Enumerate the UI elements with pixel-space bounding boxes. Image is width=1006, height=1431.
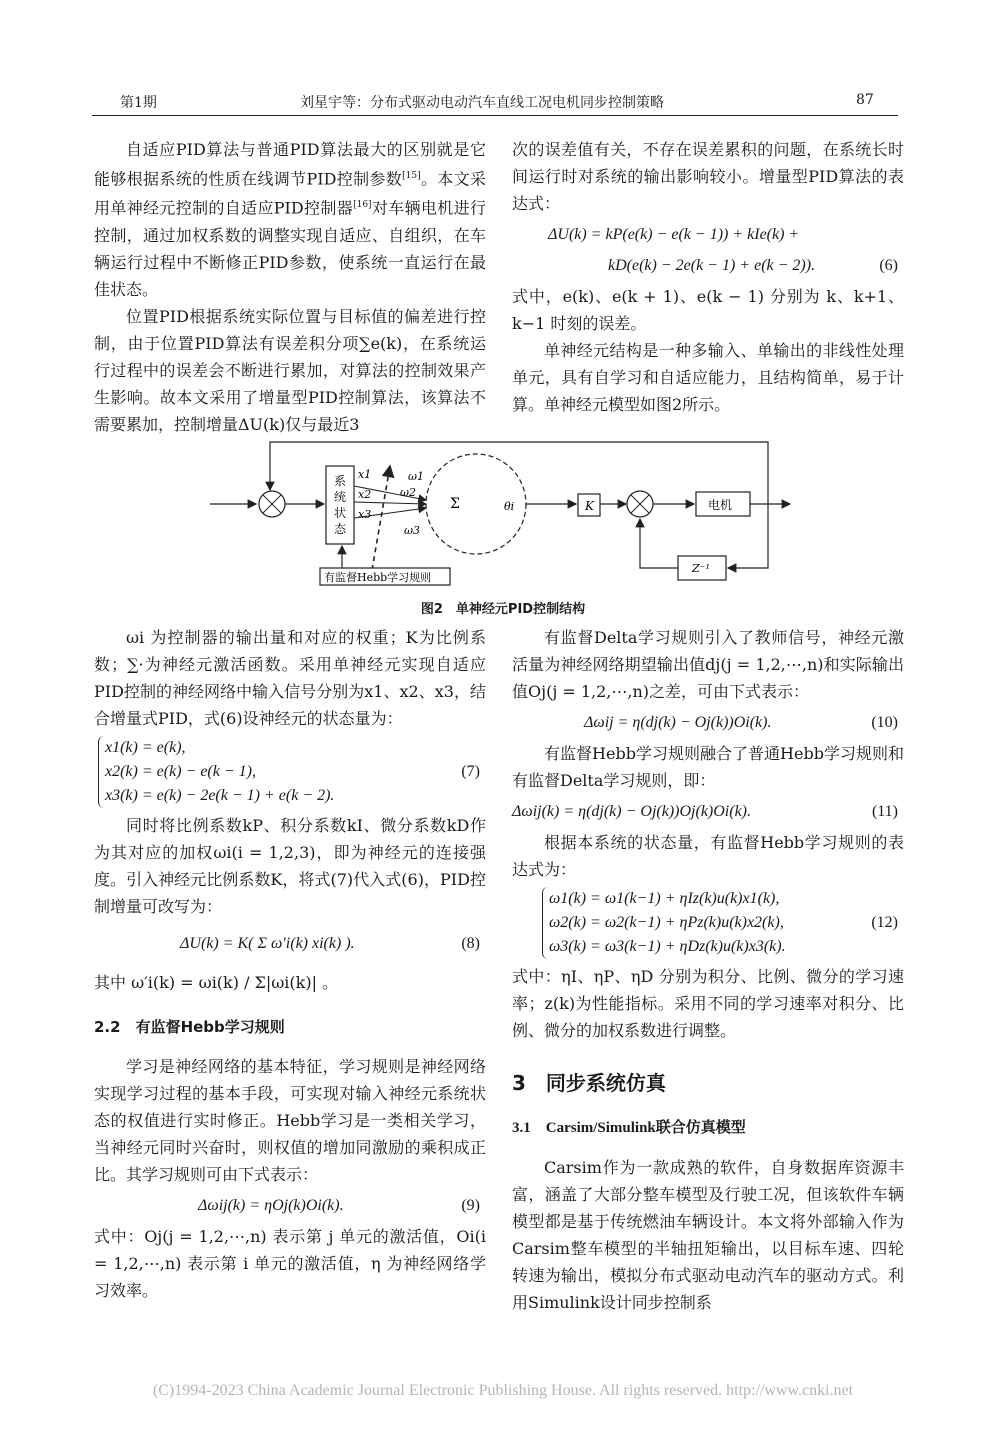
equation-line: x2(k) = e(k) − e(k − 1), (7) xyxy=(105,760,486,784)
running-title: 刘星宇等：分布式驱动电动汽车直线工况电机同步控制策略 xyxy=(300,95,664,111)
theta-label: θi xyxy=(504,500,515,513)
state-char: 态 xyxy=(334,522,347,536)
equation-number: (12) xyxy=(871,914,898,931)
learning-rule-label: 有监督Hebb学习规则 xyxy=(324,571,432,584)
section-heading: 3 同步系统仿真 xyxy=(512,1071,666,1095)
equation-6b: kD(e(k) − 2e(k − 1) + e(k − 2)). (6) xyxy=(512,252,904,279)
equation-6a: ΔU(k) = kP(e(k) − e(k − 1)) + kIe(k) + xyxy=(548,226,800,243)
equation-10: Δωij = η(dj(k) − Oj(k))Oi(k). (10) xyxy=(512,709,904,736)
paragraph: 同时将比例系数kP、积分系数kI、微分系数kD作为其对应的加权ωi(i = 1,2,3)，即为神经元的连接强度。引入神经元比例系数K，将式(7)代入式(6)，PID控制增量可改写为： xyxy=(94,816,486,916)
equation-number: (6) xyxy=(879,257,898,274)
equation-8: ΔU(k) = K( Σ ω′i(k) xi(k) ). (8) xyxy=(94,930,486,957)
state-char: 系 xyxy=(334,474,347,488)
equation-number: (10) xyxy=(871,714,898,731)
state-char: 统 xyxy=(334,490,347,504)
equation-12 xyxy=(542,887,904,959)
equation-7 xyxy=(98,736,486,808)
motor-label: 电机 xyxy=(708,498,733,512)
citation[interactable]: [16] xyxy=(353,200,372,211)
paragraph: 次的误差值有关，不存在误差累积的问题，在系统长时间运行时对系统的输出影响较小。增量型PID算法的表达式： xyxy=(512,140,904,213)
paragraph: Carsim作为一款成熟的软件，自身数据库资源丰富，涵盖了大部分整车模型及行驶工况，但该软件车辆模型都是基于传统燃油车辆设计。本文将外部输入作为Carsim整车模型的半轴扭矩输出，以目标车速、四轮转速为输出，模拟分布式驱动电动汽车的驱动方式。利用Simulink设计同步控制系 xyxy=(512,1158,904,1312)
equation-number: (8) xyxy=(461,935,480,952)
citation[interactable]: [15] xyxy=(402,171,421,181)
copyright-footer: (C)1994-2023 China Academic Journal Electronic Publishing House. All rights reserved. http://www.cnki.net xyxy=(152,1382,854,1399)
paragraph: 其中 ω′i(k) = ωi(k) / Σ|ωi(k)| 。 xyxy=(94,973,339,992)
equation-number: (11) xyxy=(871,803,898,820)
left-column-bottom xyxy=(94,624,486,1304)
section-heading: 2.2 有监督Hebb学习规则 xyxy=(94,1018,285,1036)
paragraph: 自适应PID算法与普通PID算法最大的区别就是它能够根据系统的性质在线调节PID控制参数[15]。本文采用单神经元控制的自适应PID控制器[16]对车辆电机进行控制，通过加权系数的调整实现自适应、自组织，在车辆运行过程中不断修正PID参数，使系统一直运行在最佳状态。 xyxy=(94,140,486,299)
summing-junction xyxy=(627,491,653,517)
paragraph: 学习是神经网络的基本特征，学习规则是神经网络实现学习过程的基本手段，可实现对输入神经元系统状态的权值进行实时修正。Hebb学习是一类相关学习，当神经元同时兴奋时，则权值的增加同激励的乘积成正比。其学习规则可由下式表示： xyxy=(94,1057,486,1184)
pid-structure-figure xyxy=(200,432,800,590)
equation-9: Δωij(k) = ηOj(k)Oi(k). (9) xyxy=(94,1192,486,1219)
equation-number: (9) xyxy=(461,1197,480,1214)
subsection-heading: 3.1 Carsim/Simulink联合仿真模型 xyxy=(512,1120,746,1136)
equation-line: ω1(k) = ω1(k−1) + ηIz(k)u(k)x1(k), xyxy=(549,890,780,907)
state-char: 状 xyxy=(334,506,347,520)
input-label: x3 xyxy=(358,508,372,521)
paragraph: 式中：Oj(j = 1,2,⋯,n) 表示第 j 单元的激活值，Oi(i = 1,2,⋯,n) 表示第 i 单元的激活值，η 为神经网络学习效率。 xyxy=(94,1227,486,1300)
page-number: 87 xyxy=(856,92,874,108)
paragraph: ωi 为控制器的输出量和对应的权重；K为比例系数；∑·为神经元激活函数。采用单神经元实现自适应PID控制的神经网络中输入信号分别为x1、x2、x3，结合增量式PID，式(6)设神经元的状态量为： xyxy=(94,628,486,728)
paragraph: 根据本系统的状态量，有监督Hebb学习规则的表达式为： xyxy=(512,833,904,879)
left-column-top xyxy=(94,136,486,438)
paragraph: 单神经元结构是一种多输入、单输出的非线性处理单元，具有自学习和自适应能力，且结构简单，易于计算。单神经元模型如图2所示。 xyxy=(512,341,904,414)
sum-symbol: Σ xyxy=(450,496,460,512)
equation-line: x3(k) = e(k) − 2e(k − 1) + e(k − 2). xyxy=(105,787,335,804)
paragraph: 式中，e(k)、e(k + 1)、e(k − 1) 分别为 k、k+1、k−1 时刻的误差。 xyxy=(512,287,904,333)
paragraph: 有监督Delta学习规则引入了教师信号，神经元激活量为神经网络期望输出值dj(j = 1,2,⋯,n)和实际输出值Oj(j = 1,2,⋯,n)之差，可由下式表示： xyxy=(512,628,904,701)
equation-line: x1(k) = e(k), xyxy=(105,739,186,756)
figure-caption: 图2 单神经元PID控制结构 xyxy=(420,602,586,617)
input-label: x2 xyxy=(358,488,372,501)
input-label: x1 xyxy=(358,468,372,481)
paragraph: 有监督Hebb学习规则融合了普通Hebb学习规则和有监督Delta学习规则，即： xyxy=(512,744,904,790)
equation-line: ω2(k) = ω2(k−1) + ηPz(k)u(k)x2(k), (12) xyxy=(549,911,904,935)
right-column-top xyxy=(512,136,904,418)
gain-label: K xyxy=(585,499,594,513)
summing-junction xyxy=(259,491,285,517)
weight-label: ω3 xyxy=(404,524,420,537)
paragraph: 式中：ηI、ηP、ηD 分别为积分、比例、微分的学习速率；z(k)为性能指标。采用不同的学习速率对积分、比例、微分的加权系数进行调整。 xyxy=(512,967,904,1040)
equation-line: ω3(k) = ω3(k−1) + ηDz(k)u(k)x3(k). xyxy=(549,938,786,955)
right-column-bottom xyxy=(512,624,904,1316)
weight-label: ω1 xyxy=(408,470,424,483)
equation-number: (7) xyxy=(461,763,480,780)
issue-label: 第1期 xyxy=(120,95,157,111)
header-rule xyxy=(92,115,898,116)
delay-label: Z⁻¹ xyxy=(692,562,710,575)
paragraph: 位置PID根据系统实际位置与目标值的偏差进行控制，由于位置PID算法有误差积分项∑e(k)，在系统运行过程中的误差会不断进行累加，对算法的控制效果产生影响。故本文采用了增量型PID控制算法，该算法不需要累加，控制增量ΔU(k)仅与最近3 xyxy=(94,306,486,434)
weight-label: ω2 xyxy=(400,486,416,499)
equation-11: Δωij(k) = η(dj(k) − Oj(k))Oj(k)Oi(k). (11) xyxy=(512,798,904,825)
